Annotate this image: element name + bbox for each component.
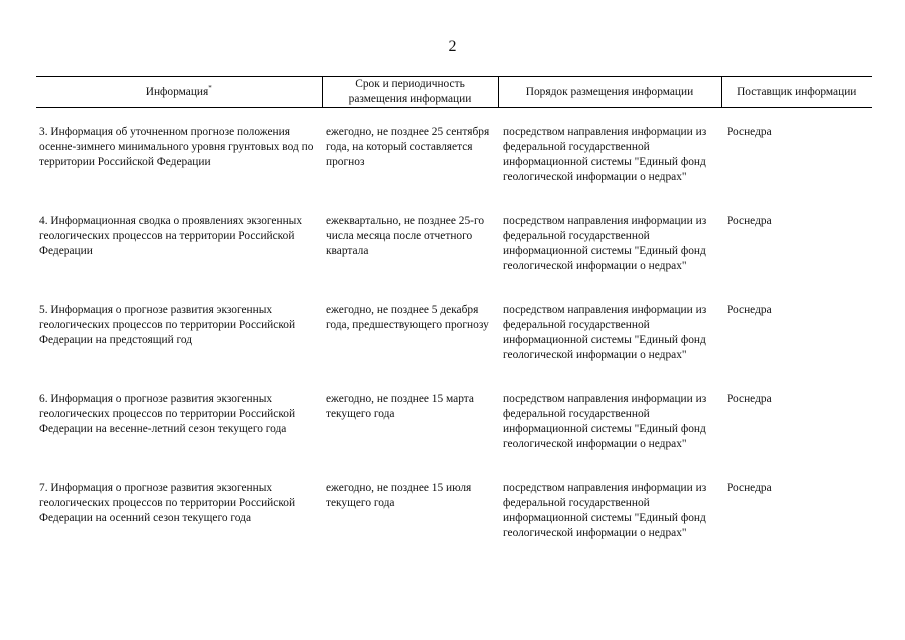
cell-order: посредством направления информации из федеральной государственной информационной системы "Единый фонд геологической информации о недрах" xyxy=(503,215,707,272)
cell-info: 3. Информация об уточненном прогнозе положения осенне-зимнего минимального уровня грунтовых вод по территории Российской Федерации xyxy=(39,126,314,168)
cell-supplier: Роснедра xyxy=(727,482,772,494)
table-row xyxy=(36,125,872,214)
cell-order: посредством направления информации из федеральной государственной информационной системы "Единый фонд геологической информации о недрах" xyxy=(503,393,707,450)
header-info-footnote-mark: * xyxy=(208,83,212,92)
cell-info: 7. Информация о прогнозе развития экзогенных геологических процессов по территории Российской Федерации на осенний сезон текущего года xyxy=(39,482,296,524)
cell-info: 5. Информация о прогнозе развития экзогенных геологических процессов по территории Российской Федерации на предстоящий год xyxy=(39,304,296,346)
header-row xyxy=(36,77,872,108)
table-row xyxy=(36,214,872,303)
cell-info: 4. Информационная сводка о проявлениях экзогенных геологических процессов на территории Российской Федерации xyxy=(39,215,303,257)
cell-supplier: Роснедра xyxy=(727,304,772,316)
header-info xyxy=(36,77,322,108)
cell-term: ежегодно, не позднее 15 июля текущего года xyxy=(326,482,472,509)
header-order: Порядок размещения информации xyxy=(498,77,721,108)
table-body xyxy=(36,108,872,571)
table-row xyxy=(36,481,872,570)
header-term: Срок и периодичность размещения информации xyxy=(322,77,498,108)
cell-order: посредством направления информации из федеральной государственной информационной системы "Единый фонд геологической информации о недрах" xyxy=(503,126,707,183)
table-row xyxy=(36,303,872,392)
information-table xyxy=(36,76,872,570)
cell-supplier: Роснедра xyxy=(727,215,772,227)
page-number: 2 xyxy=(448,38,457,55)
table-header xyxy=(36,77,872,108)
cell-supplier: Роснедра xyxy=(727,393,772,405)
cell-term: ежегодно, не позднее 5 декабря года, предшествующего прогнозу xyxy=(326,304,489,331)
header-info-label: Информация xyxy=(145,85,209,98)
cell-info: 6. Информация о прогнозе развития экзогенных геологических процессов по территории Российской Федерации на весенне-летний сезон текущего года xyxy=(39,393,296,435)
header-supplier: Поставщик информации xyxy=(721,77,872,108)
cell-order: посредством направления информации из федеральной государственной информационной системы "Единый фонд геологической информации о недрах" xyxy=(503,304,707,361)
cell-term: ежегодно, не позднее 25 сентября года, на который составляется прогноз xyxy=(326,126,490,168)
cell-term: ежеквартально, не позднее 25-го числа месяца после отчетного квартала xyxy=(326,215,485,257)
table-row xyxy=(36,392,872,481)
cell-term: ежегодно, не позднее 15 марта текущего года xyxy=(326,393,474,420)
header-spacer xyxy=(36,108,872,126)
cell-order: посредством направления информации из федеральной государственной информационной системы "Единый фонд геологической информации о недрах" xyxy=(503,482,707,539)
cell-supplier: Роснедра xyxy=(727,126,772,138)
